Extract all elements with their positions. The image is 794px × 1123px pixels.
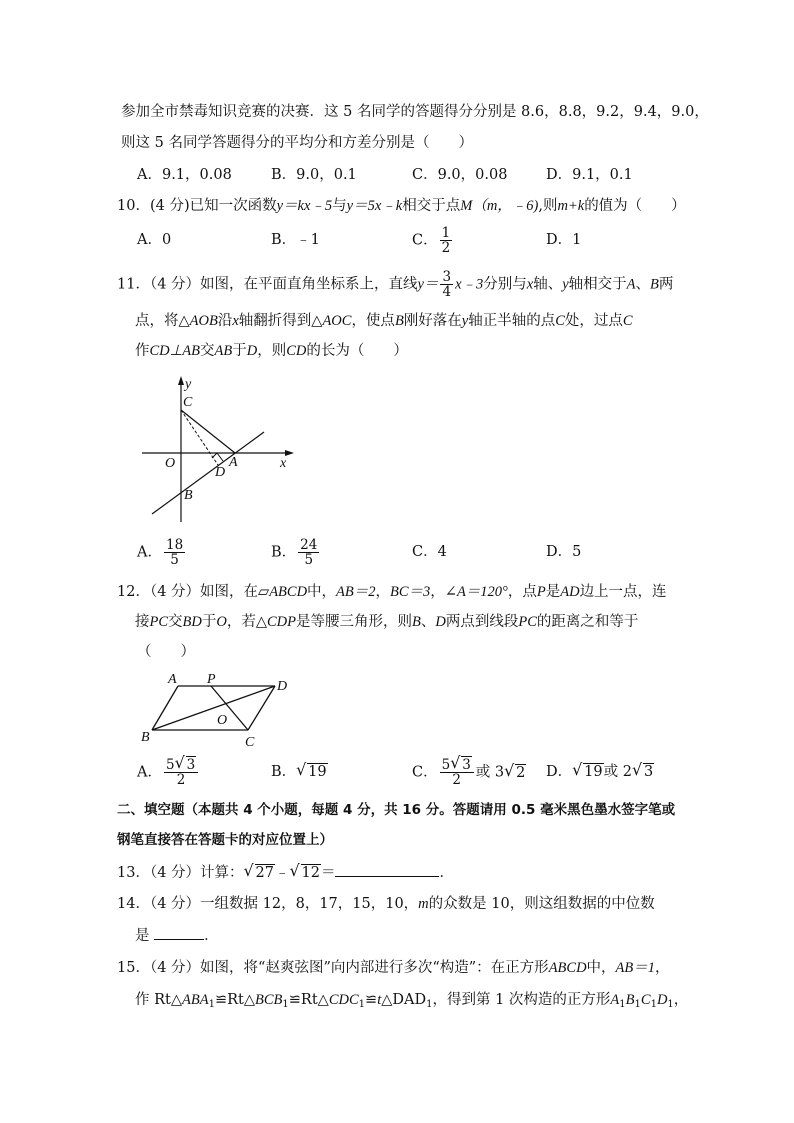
q12-option-c-fraction [440,758,474,787]
q11-l3c: 于 [232,343,247,359]
sqrt-icon [504,763,526,783]
q15-l1a: 15．（4 分）如图，将“赵爽弦图”向内部进行多次“构造”：在正方形 [117,960,549,976]
radicand: 12 [301,865,320,881]
q11-x: x [526,276,534,293]
radicand: 2 [516,764,526,781]
q12-label-c: C [245,735,255,750]
q10-option-c-label: C． [412,232,438,249]
sqrt-icon [244,863,275,883]
radicand: 19 [584,764,603,780]
q12-line2 [135,612,638,632]
q14-m: m [418,896,429,912]
q14-l2: 是 [135,928,150,944]
q10-expr: m+k [557,198,585,214]
q12-comma1: ， [375,584,391,600]
q15-sqd1: 1 [667,999,674,1010]
q12-option-c[interactable] [412,758,526,787]
frac-numerator: 24 [300,537,318,553]
q14-line1 [117,894,655,914]
q15-ab1: AB＝1 [615,960,656,976]
q10-mid2: 相交于点 [402,198,461,214]
q11-pt-c2: C [622,313,633,329]
q12-l2e: 是等腰三角形，则 [296,614,413,630]
q11-option-a-label: A． [137,544,162,561]
q10-mid3: ,则 [538,198,558,214]
q14-end: ． [204,928,219,944]
q15-t4pre: t [377,992,382,1008]
q12-l2d: ，若△ [226,614,268,630]
q11-y: y [562,276,569,293]
q13-prefix: 13．（4 分）计算： [117,865,244,881]
q12-option-c-label: C． [412,764,438,781]
section2-heading-line2: 钢笔直接答在答题卡的对应位置上） [117,832,333,848]
sqrt-icon [450,758,472,772]
q15-sqc: C [640,992,651,1008]
q11-label-b: B [184,488,193,503]
coef: 5 [165,757,175,773]
q11-pt-b2: B [394,313,404,329]
radicand: 3 [462,757,471,773]
q12-option-b[interactable] [271,762,328,782]
q15-s2: 1 [282,999,289,1010]
q11-label-d: D [215,465,226,480]
q12-comma2: ，∠ [430,584,457,600]
q12-option-a[interactable] [137,758,200,787]
q12-option-d-label: D． [546,764,573,780]
q15-s4: 1 [426,999,433,1010]
q11-aoc: AOC [322,313,352,329]
radicand: 19 [308,764,327,780]
q11-pt-c: C [555,313,565,329]
q11-segment-cd [181,410,218,465]
q11-label-a: A [229,455,238,470]
sqrt-icon [175,758,197,772]
q14-l1b: 的众数是 10，则这组数据的中位数 [428,896,655,912]
q11-pt-d: D [246,343,258,359]
q12-option-a-label: A． [137,764,162,781]
q10-point: M（m，﹣6) [460,198,539,214]
q11-l2a: 点，将△ [135,313,190,329]
q11-l2f: 轴正半轴的点 [468,313,556,329]
q11-rest4: 两 [658,276,674,293]
q12-label-a: A [168,672,177,687]
q12-option-a-fraction [164,758,198,787]
q11-y-arrow-icon [178,376,184,385]
q11-y2: y [461,313,469,329]
q15-t2: BCB [255,992,283,1008]
or-text: 或 2 [603,764,632,780]
q9-line2: 则这 5 名同学答题得分的平均分和方差分别是（ ） [121,135,473,151]
q12-ab2: AB＝2 [336,584,376,600]
or-text: 或 3 [475,764,505,781]
frac-numerator: 18 [165,537,184,553]
q11-x-arrow-icon [285,450,294,456]
q11-label-x: x [280,456,287,471]
q12-l2a: 接 [135,614,150,630]
q12-prefix: 12．（4 分）如图，在▱ [117,584,270,600]
q12-cdp: CDP [267,614,297,630]
q15-abcd: ABCD [548,960,587,976]
q13-end: ． [439,865,454,881]
q15-t4: △DAD [381,992,427,1008]
q11-cd-ab: CD⊥AB [149,343,200,359]
q11-after-frac: x﹣3 [455,276,484,293]
q11-cd: CD [286,343,307,359]
q12-l2h: 的距离之和等于 [536,614,639,630]
q12-label-o: O [217,713,228,728]
q12-option-b-label: B． [271,764,297,780]
q12-side-ab [152,686,178,730]
q11-option-a-fraction [164,538,185,567]
q12-pc2: PC [518,614,537,630]
q10-mid1: 与 [332,198,347,214]
q15-sqa1: 1 [619,999,626,1010]
q10-option-b[interactable]: B．﹣1 [271,232,320,248]
q13-eq: ＝ [320,865,336,881]
sqrt-icon [296,762,327,782]
q12-p1: 中， [307,584,337,600]
q12-p4: 边上一点，连 [579,584,667,600]
q11-rest3: 轴相交于 [568,276,627,293]
q9-option-b[interactable]: B．9.0，0.1 [271,167,357,183]
q15-sqb: B [625,992,635,1008]
q12-line3: （ ） [137,644,195,660]
q9-option-c[interactable]: C．9.0，0.08 [412,167,508,183]
q12-angle: A＝120° [456,584,508,600]
q15-l2b: ，得到第 1 次构造的正方形 [432,992,611,1008]
sqrt-icon [632,762,654,782]
q10-eq2: y＝5x﹣k [346,198,403,214]
q10-option-a[interactable]: A．0 [137,232,172,248]
coef: 5 [441,757,451,773]
radicand: 27 [255,865,274,881]
q11-l2b: 沿 [217,313,233,329]
q12-l2c: 于 [201,614,217,630]
q11-option-d[interactable]: D．5 [546,544,582,560]
q11-x2: x [232,313,239,329]
q9-option-a[interactable]: A．9.1，0.08 [137,167,232,183]
q11-segment-ca [181,410,235,453]
q11-prefix: 11．（4 分）如图，在平面直角坐标系上，直线 [117,276,418,293]
q14-line2 [135,925,219,946]
q10-suffix: 的值为（ ） [584,198,686,214]
q15-line2 [135,990,688,1010]
q12-l2g: 两点到线段 [445,614,519,630]
section2-heading-line1: 二、填空题（本题共 4 个小题，每题 4 分，共 16 分。答题请用 0.5 毫米黑色墨水签字笔或 [117,802,676,818]
q11-option-b-fraction [298,538,319,567]
q12-label-b: B [141,730,150,745]
q12-o: O [216,614,227,630]
frac-denominator: 2 [176,772,186,788]
q14-answer-blank[interactable] [154,925,204,940]
q13-stem [117,862,454,883]
q10-eq1: y＝kx﹣5 [276,198,333,214]
q11-l2e: 刚好落在 [403,313,462,329]
q12-option-d[interactable] [546,762,654,782]
q12-p: P [536,584,546,600]
q10-prefix: 10．(4 分)已知一次函数 [117,198,277,214]
q11-l3a: 作 [135,343,150,359]
q15-sqc1: 1 [650,999,657,1010]
frac-denominator: 2 [452,772,461,788]
q12-ad: AD [560,584,580,600]
q15-line1 [117,958,670,978]
q11-l2c: 轴翻折得到△ [238,313,323,329]
q11-l3e: 的长为（ ） [306,343,408,359]
q15-cong3: ≌ [365,992,378,1008]
radicand: 3 [186,757,196,773]
frac-denominator: 4 [442,284,452,300]
q13-answer-blank[interactable] [335,862,439,877]
q15-sqd: D [656,992,668,1008]
q12-bd: BD [182,614,202,630]
sqrt-icon [572,762,603,782]
q12-d: D [435,614,446,630]
q11-aob: AOB [189,313,218,329]
q15-sqa: A [610,992,620,1008]
q12-l2b: 交 [168,614,183,630]
q12-pc: PC [149,614,169,630]
q12-diagonal-bd [152,686,275,730]
q14-l1: 14．（4 分）一组数据 12，8，17，15，10， [117,896,419,912]
q12-b: B [412,614,421,630]
sqrt-icon [290,863,321,883]
q12-label-p: P [207,672,216,687]
q11-l2g: 处，过点 [564,313,623,329]
q12-abcd: ABCD [269,584,308,600]
q12-side-cd [248,686,275,730]
frac-numerator: 1 [441,225,451,241]
q9-line1: 参加全市禁毒知识竞赛的决赛．这 5 名同学的答题得分分别是 8.6，8.8，9.2，9.4，9.0， [121,104,709,120]
q12-l2f: 、 [420,614,436,630]
radicand: 3 [643,764,654,780]
q11-ab: AB [214,343,233,359]
frac-denominator: 5 [304,552,314,568]
frac-numerator [440,758,474,773]
q15-s1: 1 [208,999,215,1010]
q11-pt-a: A [626,276,636,293]
q15-cong2: ≌Rt△ [288,992,329,1008]
frac-numerator: 3 [442,269,452,285]
q11-option-c[interactable]: C．4 [412,544,447,560]
q12-p3: 是 [545,584,561,600]
q11-rest2: 轴、 [533,276,563,293]
q9-option-d[interactable]: D．9.1，0.1 [546,167,633,183]
q11-sep: 、 [635,276,650,293]
q12-p2: ，点 [507,584,537,600]
q11-line-ab [152,432,264,514]
q11-option-b[interactable] [271,538,321,567]
q12-line1 [117,582,667,602]
q15-tail: ， [673,992,689,1008]
q11-option-b-label: B． [271,544,297,561]
q11-y-eq: y＝ [417,276,439,293]
q15-s3: 1 [358,999,366,1010]
q11-option-a[interactable] [137,538,187,567]
q11-label-o: O [165,456,176,471]
q15-t3: CDC [328,992,359,1008]
q15-l1b: 中， [586,960,616,976]
q12-label-d: D [277,679,288,694]
q13-minus: ﹣ [275,865,290,881]
frac-denominator: 2 [441,240,451,256]
q12-bc3: BC＝3 [390,584,431,600]
q15-l1c: ， [655,960,670,976]
q10-option-d[interactable]: D．1 [546,232,582,248]
q15-sqb1: 1 [634,999,641,1010]
q11-rest1: 分别与 [483,276,527,293]
q11-right-angle-icon [212,453,223,461]
frac-numerator [164,758,198,773]
frac-denominator: 5 [170,552,179,568]
q11-l3d: ，则 [257,343,287,359]
q15-cong1: ≌Rt△ [214,992,256,1008]
q11-pt-b: B [650,276,659,293]
q15-t1: ABA [182,992,209,1008]
q11-label-c: C [183,395,193,410]
q15-l2a: 作 Rt△ [135,992,183,1008]
q11-l2d: ，使点 [351,313,395,329]
q11-l3b: 交 [200,343,215,359]
q11-label-y: y [185,377,192,392]
